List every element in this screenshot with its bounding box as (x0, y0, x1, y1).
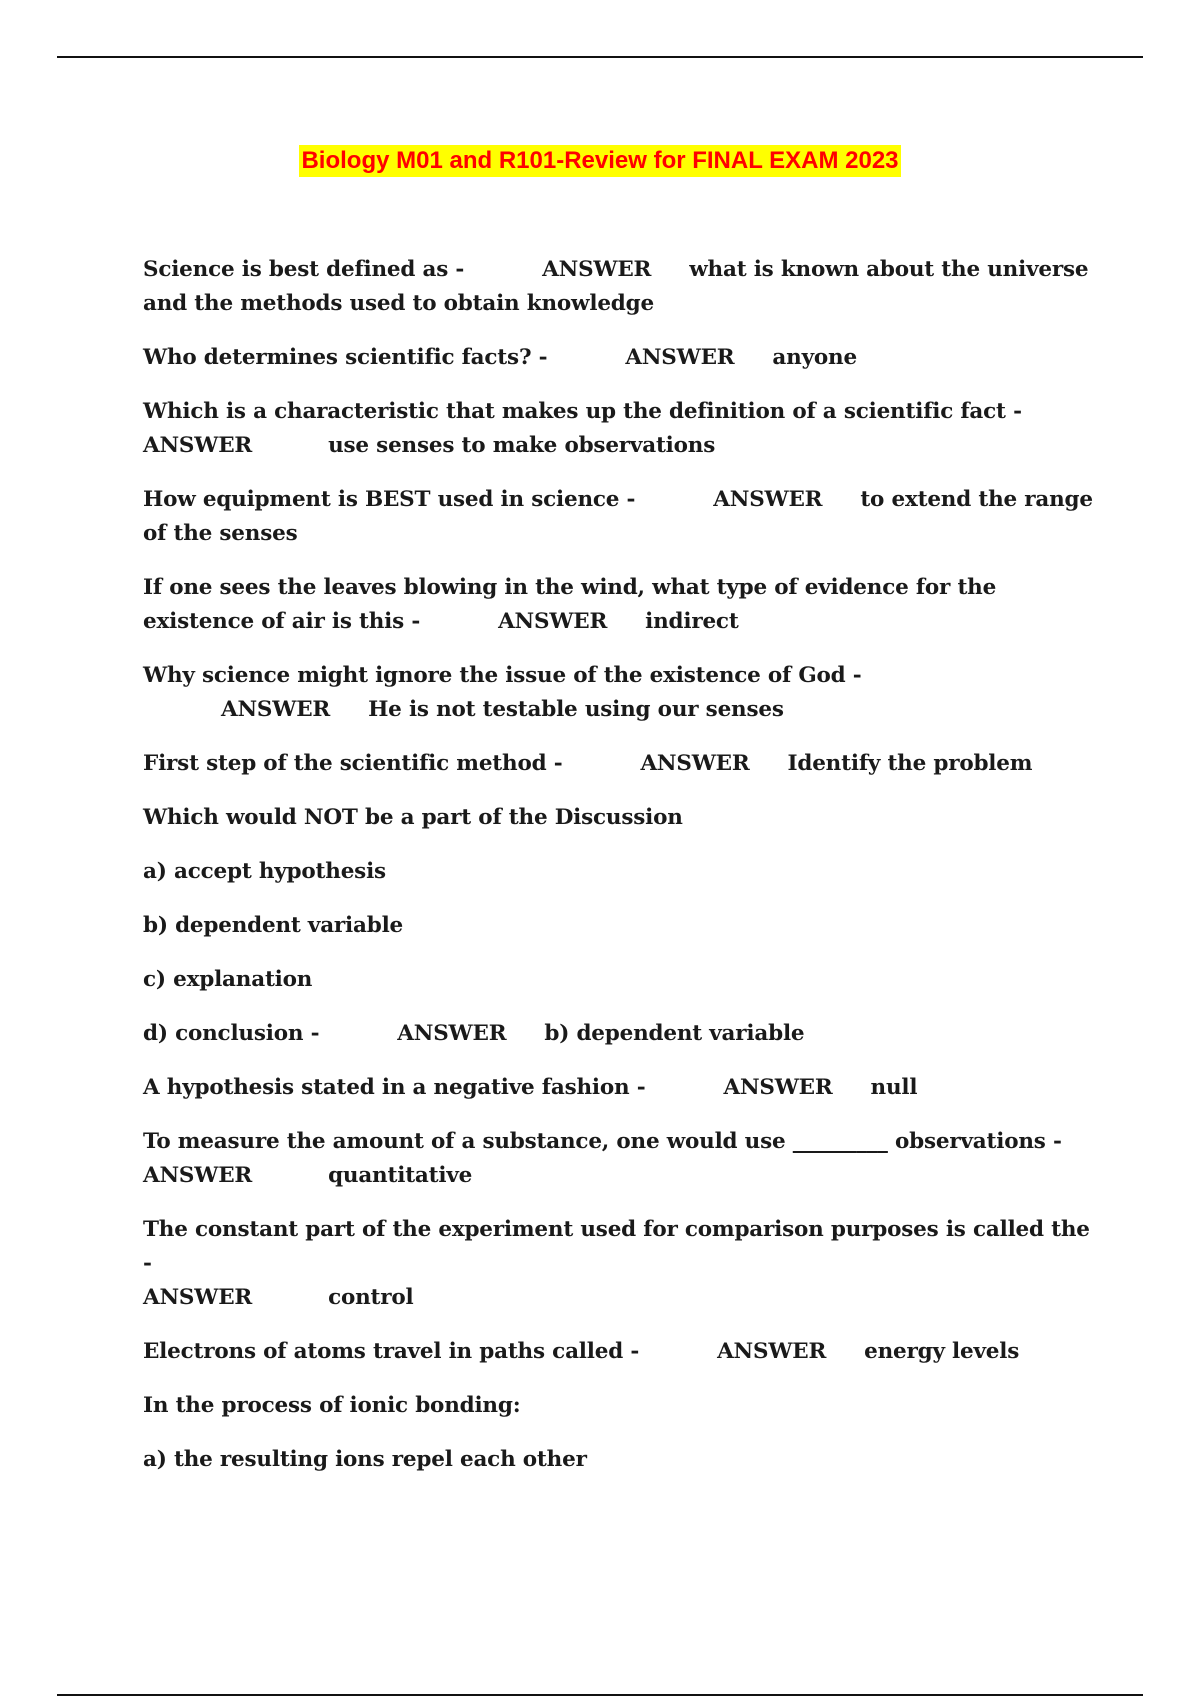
question-text: To measure the amount of a substance, one would use _________ observations - (143, 1129, 1062, 1154)
answer-text: anyone (772, 345, 857, 370)
question-text: Electrons of atoms travel in paths called - (143, 1339, 640, 1364)
qa-option (143, 1443, 1103, 1477)
answer-text: quantitative (328, 1163, 473, 1188)
qa-item (143, 1335, 1103, 1369)
qa-option (143, 963, 1103, 997)
answer-label: ANSWER (498, 609, 608, 634)
qa-item (143, 801, 1103, 835)
answer-text: what is known about the universe and the methods used to obtain knowledge (143, 257, 1089, 316)
question-text: The constant part of the experiment used for comparison purposes is called the - (143, 1217, 1090, 1276)
option-text: a) the resulting ions repel each other (143, 1447, 587, 1472)
qa-option (143, 909, 1103, 943)
footer-rule (57, 1694, 1143, 1696)
question-text: Science is best defined as - (143, 257, 465, 282)
question-text: Which would NOT be a part of the Discussion (143, 805, 683, 830)
option-text: d) conclusion - (143, 1021, 320, 1046)
title-container (0, 145, 1200, 177)
question-text: A hypothesis stated in a negative fashion - (143, 1075, 646, 1100)
answer-label: ANSWER (717, 1339, 827, 1364)
answer-text: b) dependent variable (544, 1021, 805, 1046)
header-rule (57, 56, 1143, 58)
answer-text: to extend the range of the senses (143, 487, 1093, 546)
answer-label: ANSWER (723, 1075, 833, 1100)
qa-item (143, 1071, 1103, 1105)
answer-label: ANSWER (713, 487, 823, 512)
answer-label: ANSWER (625, 345, 735, 370)
qa-item (143, 253, 1103, 321)
page-title: Biology M01 and R101-Review for FINAL EXAM 2023 (299, 145, 900, 177)
option-text: b) dependent variable (143, 913, 404, 938)
answer-text: control (328, 1285, 414, 1310)
answer-label: ANSWER (143, 433, 253, 458)
question-text: In the process of ionic bonding: (143, 1393, 521, 1418)
answer-label: ANSWER (640, 751, 750, 776)
question-text: How equipment is BEST used in science - (143, 487, 636, 512)
answer-text: Identify the problem (787, 751, 1033, 776)
answer-text: null (870, 1075, 918, 1100)
answer-label: ANSWER (542, 257, 652, 282)
question-text: Why science might ignore the issue of the existence of God - (143, 663, 862, 688)
qa-item (143, 341, 1103, 375)
question-text: If one sees the leaves blowing in the wind, what type of evidence for the existence of air is this - (143, 575, 997, 634)
question-text: Which is a characteristic that makes up the definition of a scientific fact - (143, 399, 1022, 424)
answer-label: ANSWER (397, 1021, 507, 1046)
answer-text: energy levels (864, 1339, 1020, 1364)
qa-list (143, 253, 1103, 1497)
answer-text: use senses to make observations (328, 433, 716, 458)
qa-item (143, 571, 1103, 639)
qa-item (143, 747, 1103, 781)
qa-option (143, 855, 1103, 889)
option-text: c) explanation (143, 967, 313, 992)
qa-item (143, 659, 1103, 727)
option-text: a) accept hypothesis (143, 859, 386, 884)
question-text: Who determines scientific facts? - (143, 345, 548, 370)
qa-option (143, 1017, 1103, 1051)
qa-item (143, 395, 1103, 463)
answer-label: ANSWER (143, 1285, 253, 1310)
qa-item (143, 1389, 1103, 1423)
answer-text: indirect (645, 609, 739, 634)
answer-text: He is not testable using our senses (368, 697, 784, 722)
qa-item (143, 483, 1103, 551)
answer-label: ANSWER (221, 697, 331, 722)
qa-item (143, 1125, 1103, 1193)
question-text: First step of the scientific method - (143, 751, 563, 776)
answer-label: ANSWER (143, 1163, 253, 1188)
qa-item (143, 1213, 1103, 1315)
